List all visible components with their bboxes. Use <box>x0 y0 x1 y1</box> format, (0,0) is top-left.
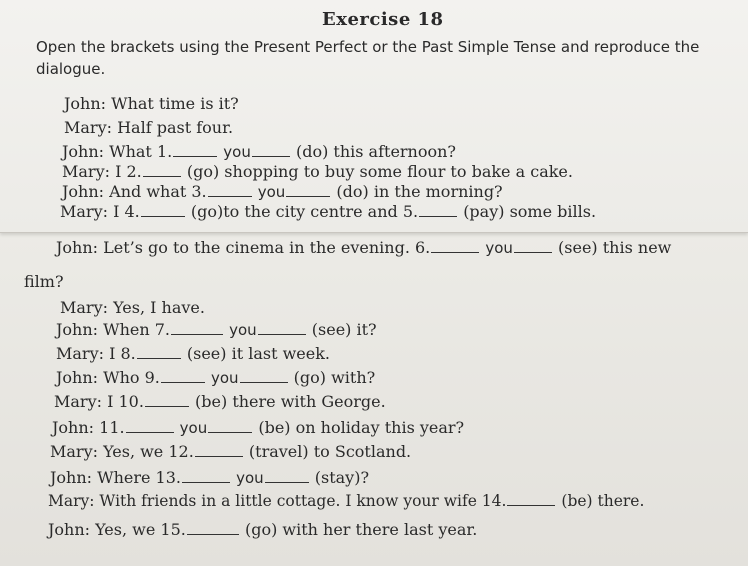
answer-blank[interactable] <box>126 431 174 433</box>
answer-blank[interactable] <box>507 504 555 506</box>
answer-blank[interactable] <box>187 533 239 535</box>
answer-blank[interactable] <box>252 155 290 157</box>
answer-blank[interactable] <box>265 481 309 483</box>
answer-blank[interactable] <box>173 155 217 157</box>
answer-blank[interactable] <box>145 405 189 407</box>
exercise-instruction: Open the brackets using the Present Perfect or the Past Simple Tense and reproduce the dialogue. <box>36 38 700 78</box>
dialogue-line-10: John: When 7. you (see) it? <box>56 320 377 339</box>
answer-blank[interactable] <box>431 251 479 253</box>
answer-blank[interactable] <box>419 215 457 217</box>
answer-blank[interactable] <box>143 175 181 177</box>
dialogue-line-18: John: Yes, we 15. (go) with her there last year. <box>48 520 478 539</box>
dialogue-line-12: John: Who 9. you (go) with? <box>56 368 376 387</box>
answer-blank[interactable] <box>182 481 230 483</box>
dialogue-line-3: John: What 1. you (do) this afternoon? <box>62 142 457 161</box>
answer-blank[interactable] <box>171 333 223 335</box>
dialogue-line-14: John: 11. you (be) on holiday this year? <box>52 418 465 437</box>
answer-blank[interactable] <box>286 195 330 197</box>
answer-blank[interactable] <box>161 381 205 383</box>
answer-blank[interactable] <box>195 455 243 457</box>
answer-blank[interactable] <box>258 333 306 335</box>
answer-blank[interactable] <box>208 431 252 433</box>
dialogue-line-7: John: Let’s go to the cinema in the evening. 6. you (see) this new <box>56 238 672 257</box>
dialogue-line-9: Mary: Yes, I have. <box>60 298 205 317</box>
answer-blank[interactable] <box>240 381 288 383</box>
dialogue-line-15: Mary: Yes, we 12. (travel) to Scotland. <box>50 442 412 461</box>
dialogue-line-1: John: What time is it? <box>64 94 239 113</box>
answer-blank[interactable] <box>141 215 185 217</box>
dialogue-line-13: Mary: I 10. (be) there with George. <box>54 392 386 411</box>
answer-blank[interactable] <box>208 195 252 197</box>
dialogue-line-6: Mary: I 4. (go)to the city centre and 5. (pay) some bills. <box>60 202 597 221</box>
dialogue-line-4: Mary: I 2. (go) shopping to buy some flour to bake a cake. <box>62 162 573 181</box>
dialogue-line-16: John: Where 13. you (stay)? <box>50 468 370 487</box>
dialogue-line-11: Mary: I 8. (see) it last week. <box>56 344 331 363</box>
dialogue-line-17: Mary: With friends in a little cottage. I know your wife 14. (be) there. <box>48 492 645 510</box>
exercise-title: Exercise 18 <box>322 9 444 30</box>
dialogue-line-2: Mary: Half past four. <box>64 118 234 137</box>
answer-blank[interactable] <box>137 357 181 359</box>
dialogue-line-5: John: And what 3. you (do) in the morning? <box>62 182 503 201</box>
answer-blank[interactable] <box>514 251 552 253</box>
dialogue-line-8: film? <box>24 272 64 291</box>
